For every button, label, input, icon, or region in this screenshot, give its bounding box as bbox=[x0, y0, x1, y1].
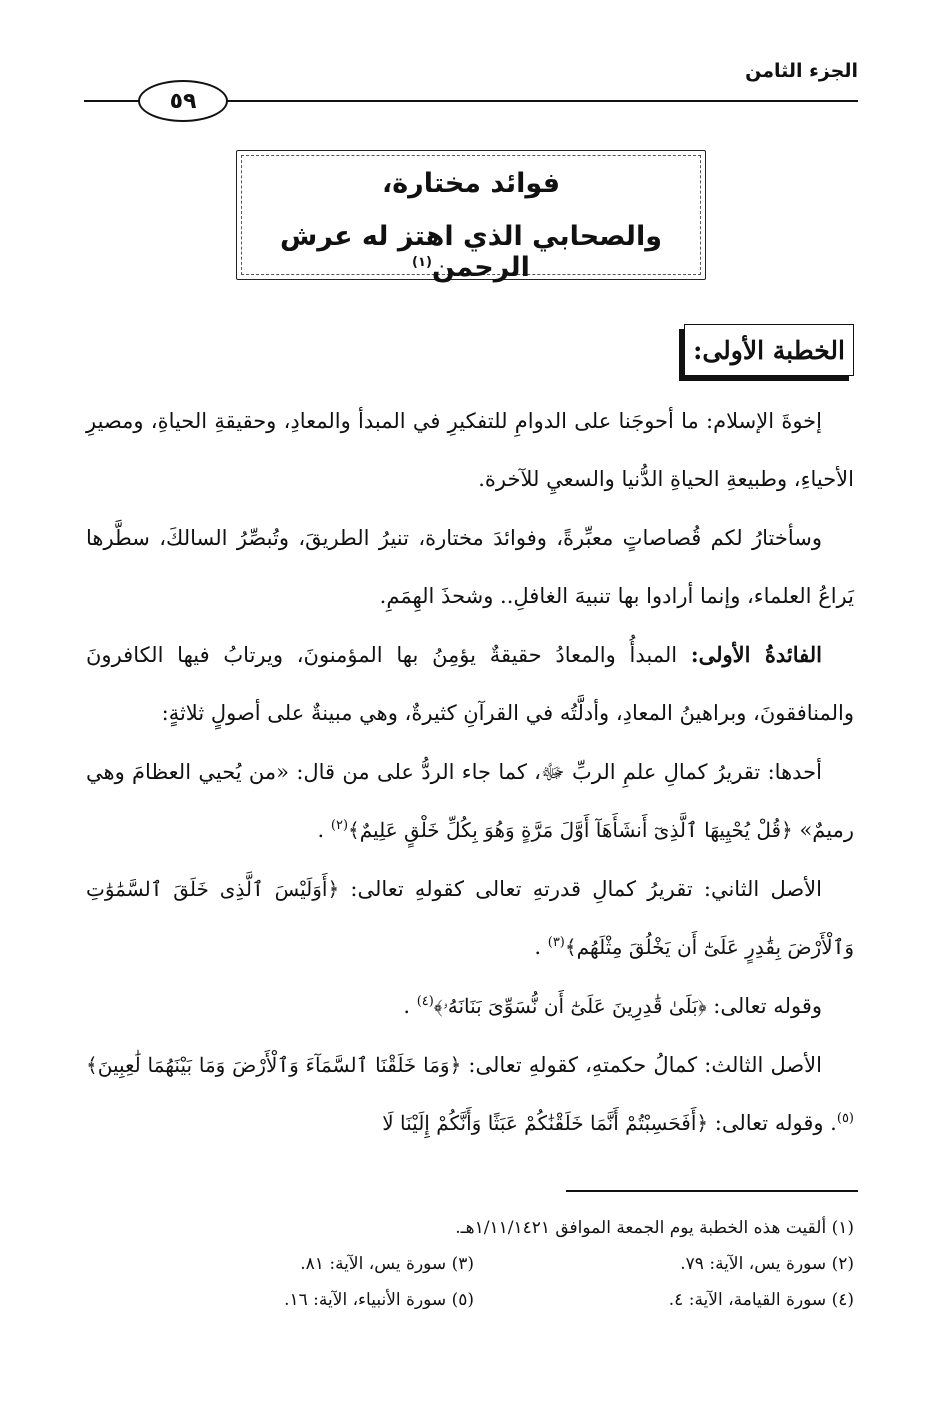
paragraph-text: وقوله تعالى: bbox=[713, 994, 822, 1018]
paragraph bbox=[86, 626, 854, 742]
footnote-ref: (٥) bbox=[836, 1111, 854, 1126]
quran-quote: ﴿بَلَىٰ قَٰدِرِينَ عَلَىٰٓ أَن نُّسَوِّىَ بَنَانَهُۥ﴾ bbox=[433, 994, 707, 1018]
paragraph: وقوله تعالى: ﴿بَلَىٰ قَٰدِرِينَ عَلَىٰٓ أَن نُّسَوِّىَ بَنَانَهُۥ﴾$^{(٤)}$ . bbox=[403, 994, 822, 1018]
paragraph-text: الأصل الثالث: كمالُ حكمتهِ، كقولهِ تعالى: bbox=[468, 1053, 822, 1077]
title-line-2 bbox=[237, 221, 705, 283]
title-line-1: فوائد مختارة، bbox=[381, 168, 561, 199]
paragraph: إخوةَ الإسلام: ما أحوجَنا على الدوامِ للتفكيرِ في المبدأ والمعادِ، وحقيقةِ الحياةِ، ومصيرِ الأحياءِ، وطبيعةِ الحياةِ الدُّنيا والسعيِ للآخرة. bbox=[86, 409, 854, 491]
body-text bbox=[86, 392, 854, 1153]
paragraph-text: المبدأُ والمعادُ حقيقةٌ يؤمِنُ بها المؤمنونَ، ويرتابُ فيها الكافرونَ والمنافقونَ، وبراهينُ المعادِ، وأدلَّتُه في القرآنِ كثيرةٌ، وهي مبينةٌ على أصولٍ ثلاثةٍ: bbox=[86, 643, 854, 725]
footnote-2: (٢) سورة يس، الآية: ٧٩. bbox=[680, 1254, 854, 1274]
footnote-row bbox=[84, 1246, 854, 1282]
footnotes bbox=[84, 1210, 854, 1318]
footnote-rule bbox=[566, 1190, 858, 1192]
footnote-row bbox=[84, 1282, 854, 1318]
footnote-ref: (١) bbox=[412, 255, 432, 270]
footnote-1: (١) ألقيت هذه الخطبة يوم الجمعة الموافق ١/١١/١٤٢١هـ. bbox=[455, 1218, 854, 1238]
footnote-ref: (٤) bbox=[416, 994, 434, 1009]
footnote-ref: (٣) bbox=[547, 935, 565, 950]
title-box bbox=[236, 150, 706, 283]
footnote-3: (٣) سورة يس، الآية: ٨١. bbox=[300, 1254, 474, 1274]
paragraph-lead: الفائدةُ الأولى: bbox=[690, 642, 822, 667]
paragraph bbox=[86, 1036, 854, 1152]
paragraph-text: أحدها: تقريرُ كمالِ علمِ الربِّ ﷻ، كما جاء الردُّ على من قال: «من يُحيي العظامَ وهي رميمٌ» bbox=[86, 760, 854, 842]
quran-quote: ﴿قُلْ يُحْيِيهَا ٱلَّذِىٓ أَنشَأَهَآ أَوَّلَ مَرَّةٍ وَهُوَ بِكُلِّ خَلْقٍ عَلِيمٌ﴾ bbox=[348, 818, 793, 842]
paragraph-text: . وقوله تعالى: bbox=[714, 1111, 837, 1135]
quran-quote: ﴿أَفَحَسِبْتُمْ أَنَّمَا خَلَقْنَٰكُمْ عَبَثًا وَأَنَّكُمْ إِلَيْنَا لَا bbox=[382, 1111, 709, 1135]
running-header: الجزء الثامن bbox=[745, 60, 858, 82]
footnote-ref: (٢) bbox=[330, 818, 349, 833]
paragraph-text: الأصل الثاني: تقريرُ كمالِ قدرتهِ تعالى كقولهِ تعالى: bbox=[350, 877, 822, 901]
quran-quote: ﴿أَوَلَيْسَ ٱلَّذِى خَلَقَ ٱلسَّمَٰوَٰتِ وَٱلْأَرْضَ بِقَٰدِرٍ عَلَىٰٓ أَن يَخْلُقَ مِثْلَهُم﴾ bbox=[86, 877, 854, 959]
paragraph: وسأختارُ لكم قُصاصاتٍ معبِّرةً، وفوائدَ مختارة، تنيرُ الطريقَ، وتُبصِّرُ السالكَ، سطَّرها يَراعُ العلماء، وإنما أرادوا بها تنبيهَ الغافلِ.. وشحذَ الهِمَمِ. bbox=[86, 526, 854, 608]
footnote-4: (٤) سورة القيامة، الآية: ٤. bbox=[668, 1290, 854, 1310]
title-text: والصحابي الذي اهتز له عرش الرحمن bbox=[280, 221, 662, 283]
page-number: ٥٩ bbox=[138, 80, 228, 122]
quran-quote: ﴿وَمَا خَلَقْنَا ٱلسَّمَآءَ وَٱلْأَرْضَ وَمَا بَيْنَهُمَا لَٰعِبِينَ﴾ bbox=[86, 1053, 462, 1077]
paragraph: الأصل الثاني: تقريرُ كمالِ قدرتهِ تعالى كقولهِ تعالى: ﴿أَوَلَيْسَ ٱلَّذِى خَلَقَ ٱلسَّمَٰوَٰتِ وَٱلْأَرْضَ بِقَٰدِرٍ عَلَىٰٓ أَن يَخْلُقَ مِثْلَهُم﴾$^{(٣)}$ . bbox=[86, 877, 854, 959]
footnote-5: (٥) سورة الأنبياء، الآية: ١٦. bbox=[284, 1290, 474, 1310]
section-heading: الخطبة الأولى: bbox=[684, 324, 854, 376]
paragraph: أحدها: تقريرُ كمالِ علمِ الربِّ ﷻ، كما جاء الردُّ على من قال: «من يُحيي العظامَ وهي رميمٌ» ﴿قُلْ يُحْيِيهَا ٱلَّذِىٓ أَنشَأَهَآ أَوَّلَ مَرَّةٍ وَهُوَ بِكُلِّ خَلْقٍ عَلِيمٌ﴾$^{(٢)}$ . bbox=[86, 760, 854, 842]
